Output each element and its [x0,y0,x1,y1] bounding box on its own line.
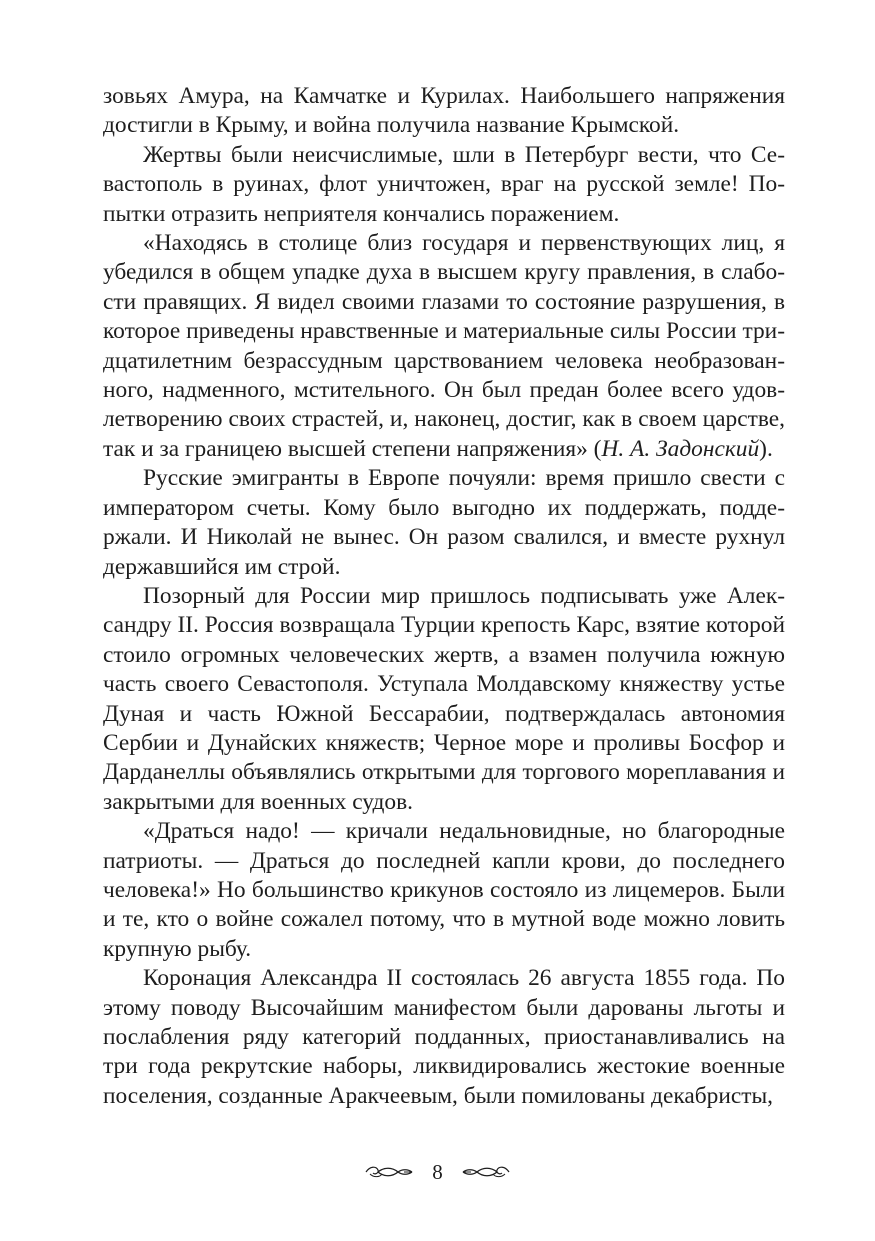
flourish-ornament-left-icon [364,1164,414,1180]
page-footer [0,1160,875,1184]
paragraph-4-text: Русские эмигранты в Европе почуяли: время пришло свести с императором счеты. Кому было выгодно их поддержать, поддержали. И Николай не вынес. Он разом свалился, и вместе рухнул державшийся им строй. [103,465,785,580]
paragraph-7-text: Коронация Александра II состоялась 26 августа 1855 года. По этому поводу Высочайшим манифестом были дарованы льготы и послабления ряду категорий подданных, приостанавливались на три года рекрутские наборы, ликвидировались жестокие военные поселения, созданные Аракчеевым, были помилованы декабристы, [103,965,785,1109]
paragraph-7 [103,964,785,1111]
paragraph-2-text: Жертвы были неисчислимые, шли в Петербург вести, что Севастополь в руинах, флот уничтожен, враг на русской земле! Попытки отразить неприятеля кончались поражением. [103,141,785,227]
paragraph-6 [103,817,785,964]
body-text [103,82,785,1111]
paragraph-2 [103,141,785,229]
paragraph-3-text: «Находясь в столице близ государя и первенствующих лиц, я убедился в общем упадке духа в высшем кругу правления, в слабости правящих. Я видел своими глазами то состояние разрушения, в которое приведены нравственные и материальные силы России тридцатилетним безрассудным царствованием человека необразованного, надменного, мстительного. Он был предан более всего удовлетворению своих страстей, и, наконец, достиг, как в своем царстве, так и за границею высшей степени напряжения» ( [103,230,785,462]
flourish-ornament-right-icon [461,1164,511,1180]
quote-closing: ). [759,435,773,462]
paragraph-1 [103,82,785,141]
paragraph-6-text: «Драться надо! — кричали недальновидные, но благородные патриоты. — Драться до последней капли крови, до последнего человека!» Но большинство крикунов состояло из лицемеров. Были и те, кто о войне сожалел потому, что в мутной воде можно ловить крупную рыбу. [103,818,785,962]
quote-author: Н. А. Задонский [601,435,760,462]
paragraph-4 [103,464,785,582]
paragraph-5 [103,582,785,817]
paragraph-5-text: Позорный для России мир пришлось подписывать уже Александру II. Россия возвращала Турции крепость Карс, взятие которой стоило огромных человеческих жертв, а взамен получила южную часть своего Севастополя. Уступала Молдавскому княжеству устье Дуная и часть Южной Бессарабии, подтверждалась автономия Сербии и Дунайских княжеств; Черное море и проливы Босфор и Дарданеллы объявлялись открытыми для торгового мореплавания и закрытыми для военных судов. [103,582,785,815]
paragraph-1-text: зовьях Амура, на Камчатке и Курилах. Наибольшего напряжения достигли в Крыму, и война получила название Крымской. [103,83,785,139]
page-number: 8 [432,1160,443,1184]
paragraph-3-quote [103,229,785,464]
